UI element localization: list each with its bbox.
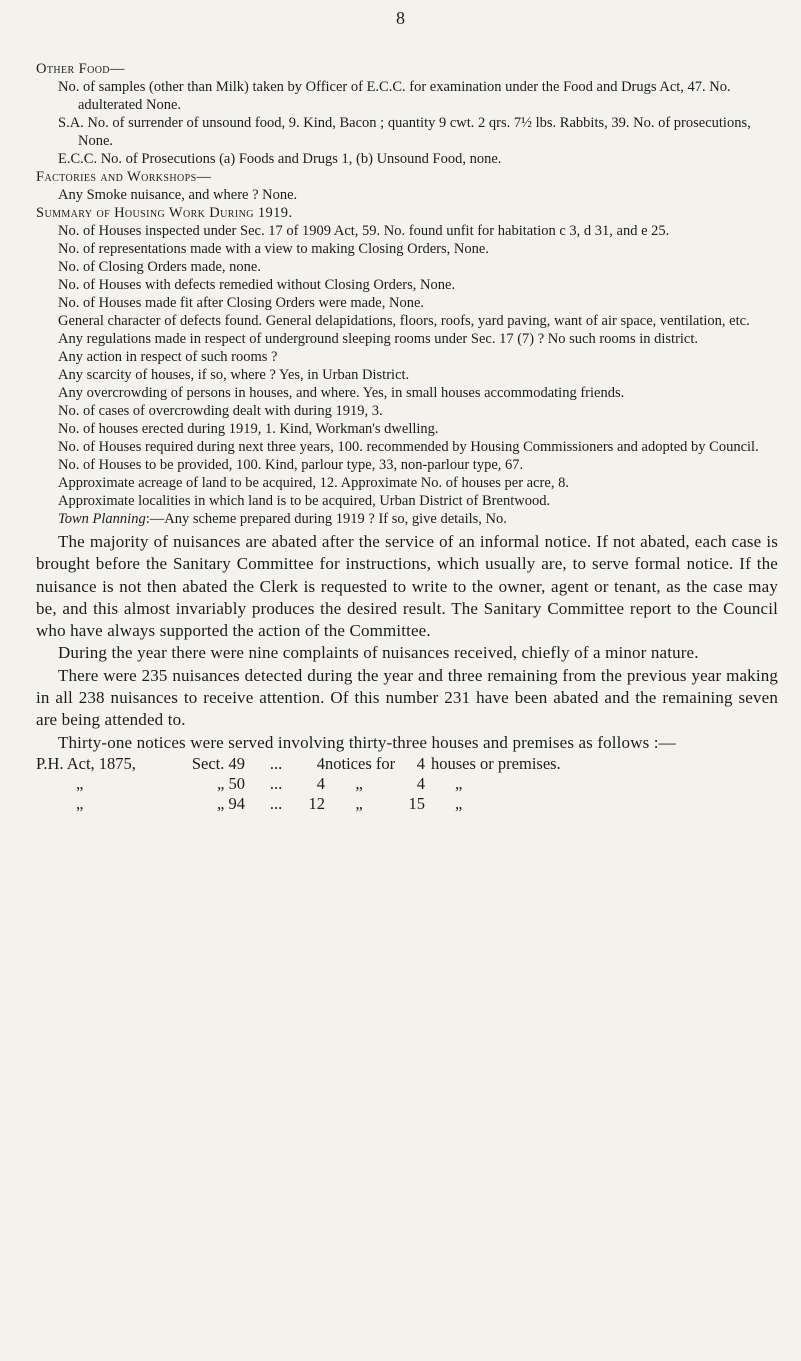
list-item: No. of Closing Orders made, none. <box>58 259 261 275</box>
paragraph: During the year there were nine complaints of nuisances received, chiefly of a minor nature. <box>58 643 699 663</box>
section-heading: Factories and Workshops— <box>36 169 212 185</box>
town-planning-label: Town Planning <box>58 511 146 527</box>
list-item: No. of Houses to be provided, 100. Kind, parlour type, 33, non-parlour type, 67. <box>58 457 524 473</box>
list-item: Any scarcity of houses, if so, where ? Yes, in Urban District. <box>58 367 410 383</box>
paragraph: The majority of nuisances are abated after the service of an informal notice. If not abated, each case is brought before the Sanitary Committee for instructions, which usually are, to serve formal notice. If the nuisance is not then abated the Clerk is requested to write to the owner, agent or tenant, as the case may be, and this almost invariably produces the desired result. The Sanitary Committee report to the Council who have always supported the action of the Committee. <box>36 532 778 641</box>
notices-count-cell: 4 <box>316 773 325 793</box>
notices-label-cell: „ <box>355 793 363 813</box>
leader-dots: ... <box>269 773 283 793</box>
table-row <box>36 754 778 774</box>
page-number: 8 <box>396 8 405 28</box>
list-item: No. of Houses made fit after Closing Orders were made, None. <box>58 295 425 311</box>
list-item: No. of Houses required during next three years, 100. recommended by Housing Commissioners and adopted by Council. <box>58 439 759 455</box>
houses-count-cell: 15 <box>408 793 425 813</box>
table-row <box>36 794 778 814</box>
section-cell: „ 94 <box>217 793 245 813</box>
list-item: Any Smoke nuisance, and where ? None. <box>58 187 298 203</box>
list-item: Any action in respect of such rooms ? <box>58 349 278 365</box>
houses-label-cell: „ <box>455 773 463 793</box>
act-cell: P.H. Act, 1875, <box>36 753 136 773</box>
notices-label-cell: notices for <box>325 753 396 773</box>
notices-label-cell: „ <box>355 773 363 793</box>
section-heading: Summary of Housing Work During 1919. <box>36 205 293 221</box>
town-planning-text: :—Any scheme prepared during 1919 ? If so, give details, No. <box>145 511 507 527</box>
list-item: No. of cases of overcrowding dealt with during 1919, 3. <box>58 403 383 419</box>
houses-count-cell: 4 <box>416 753 425 773</box>
paragraph: There were 235 nuisances detected during the year and three remaining from the previous year making in all 238 nuisances to receive attention. Of this number 231 have been abated and the remaining seven are being attended to. <box>36 665 778 730</box>
section-other-food <box>0 60 801 168</box>
act-cell: „ <box>76 773 84 793</box>
leader-dots: ... <box>269 753 283 773</box>
houses-label-cell: „ <box>455 793 463 813</box>
list-item: No. of Houses inspected under Sec. 17 of 1909 Act, 59. No. found unfit for habitation c 3, d 31, and e 25. <box>58 223 670 239</box>
section-heading: Other Food— <box>36 61 125 77</box>
section-cell: Sect. 49 <box>191 753 245 773</box>
list-item: General character of defects found. General delapidations, floors, roofs, yard paving, want of air space, ventilation, etc. <box>58 313 750 329</box>
town-planning-item <box>58 510 783 528</box>
list-item: Any regulations made in respect of underground sleeping rooms under Sec. 17 (7) ? No such rooms in district. <box>58 331 699 347</box>
list-item: E.C.C. No. of Prosecutions (a) Foods and Drugs 1, (b) Unsound Food, none. <box>58 151 502 167</box>
section-housing-summary <box>0 204 801 528</box>
act-cell: „ <box>76 793 84 813</box>
list-item: Approximate acreage of land to be acquired, 12. Approximate No. of houses per acre, 8. <box>58 475 569 491</box>
notices-count-cell: 4 <box>316 753 325 773</box>
section-factories-workshops <box>0 168 801 204</box>
nuisances-section <box>0 531 801 754</box>
list-item: No. of samples (other than Milk) taken by Officer of E.C.C. for examination under the Food and Drugs Act, 47. No. adulterated None. <box>58 79 731 113</box>
list-item: Approximate localities in which land is to be acquired, Urban District of Brentwood. <box>58 493 551 509</box>
paragraph: Thirty-one notices were served involving thirty-three houses and premises as follows :— <box>58 732 676 752</box>
list-item: S.A. No. of surrender of unsound food, 9. Kind, Bacon ; quantity 9 cwt. 2 qrs. 7½ lbs. Rabbits, 39. No. of prosecutions, None. <box>58 115 751 149</box>
list-item: No. of houses erected during 1919, 1. Kind, Workman's dwelling. <box>58 421 439 437</box>
list-item: Any overcrowding of persons in houses, and where. Yes, in small houses accommodating friends. <box>58 385 625 401</box>
leader-dots: ... <box>269 793 283 813</box>
notices-count-cell: 12 <box>308 793 325 813</box>
houses-count-cell: 4 <box>416 773 425 793</box>
report-body <box>0 60 801 814</box>
notices-table <box>36 754 778 814</box>
section-cell: „ 50 <box>217 773 245 793</box>
table-row <box>36 774 778 794</box>
houses-label-cell: houses or premises. <box>431 753 561 773</box>
list-item: No. of Houses with defects remedied without Closing Orders, None. <box>58 277 456 293</box>
list-item: No. of representations made with a view to making Closing Orders, None. <box>58 241 489 257</box>
